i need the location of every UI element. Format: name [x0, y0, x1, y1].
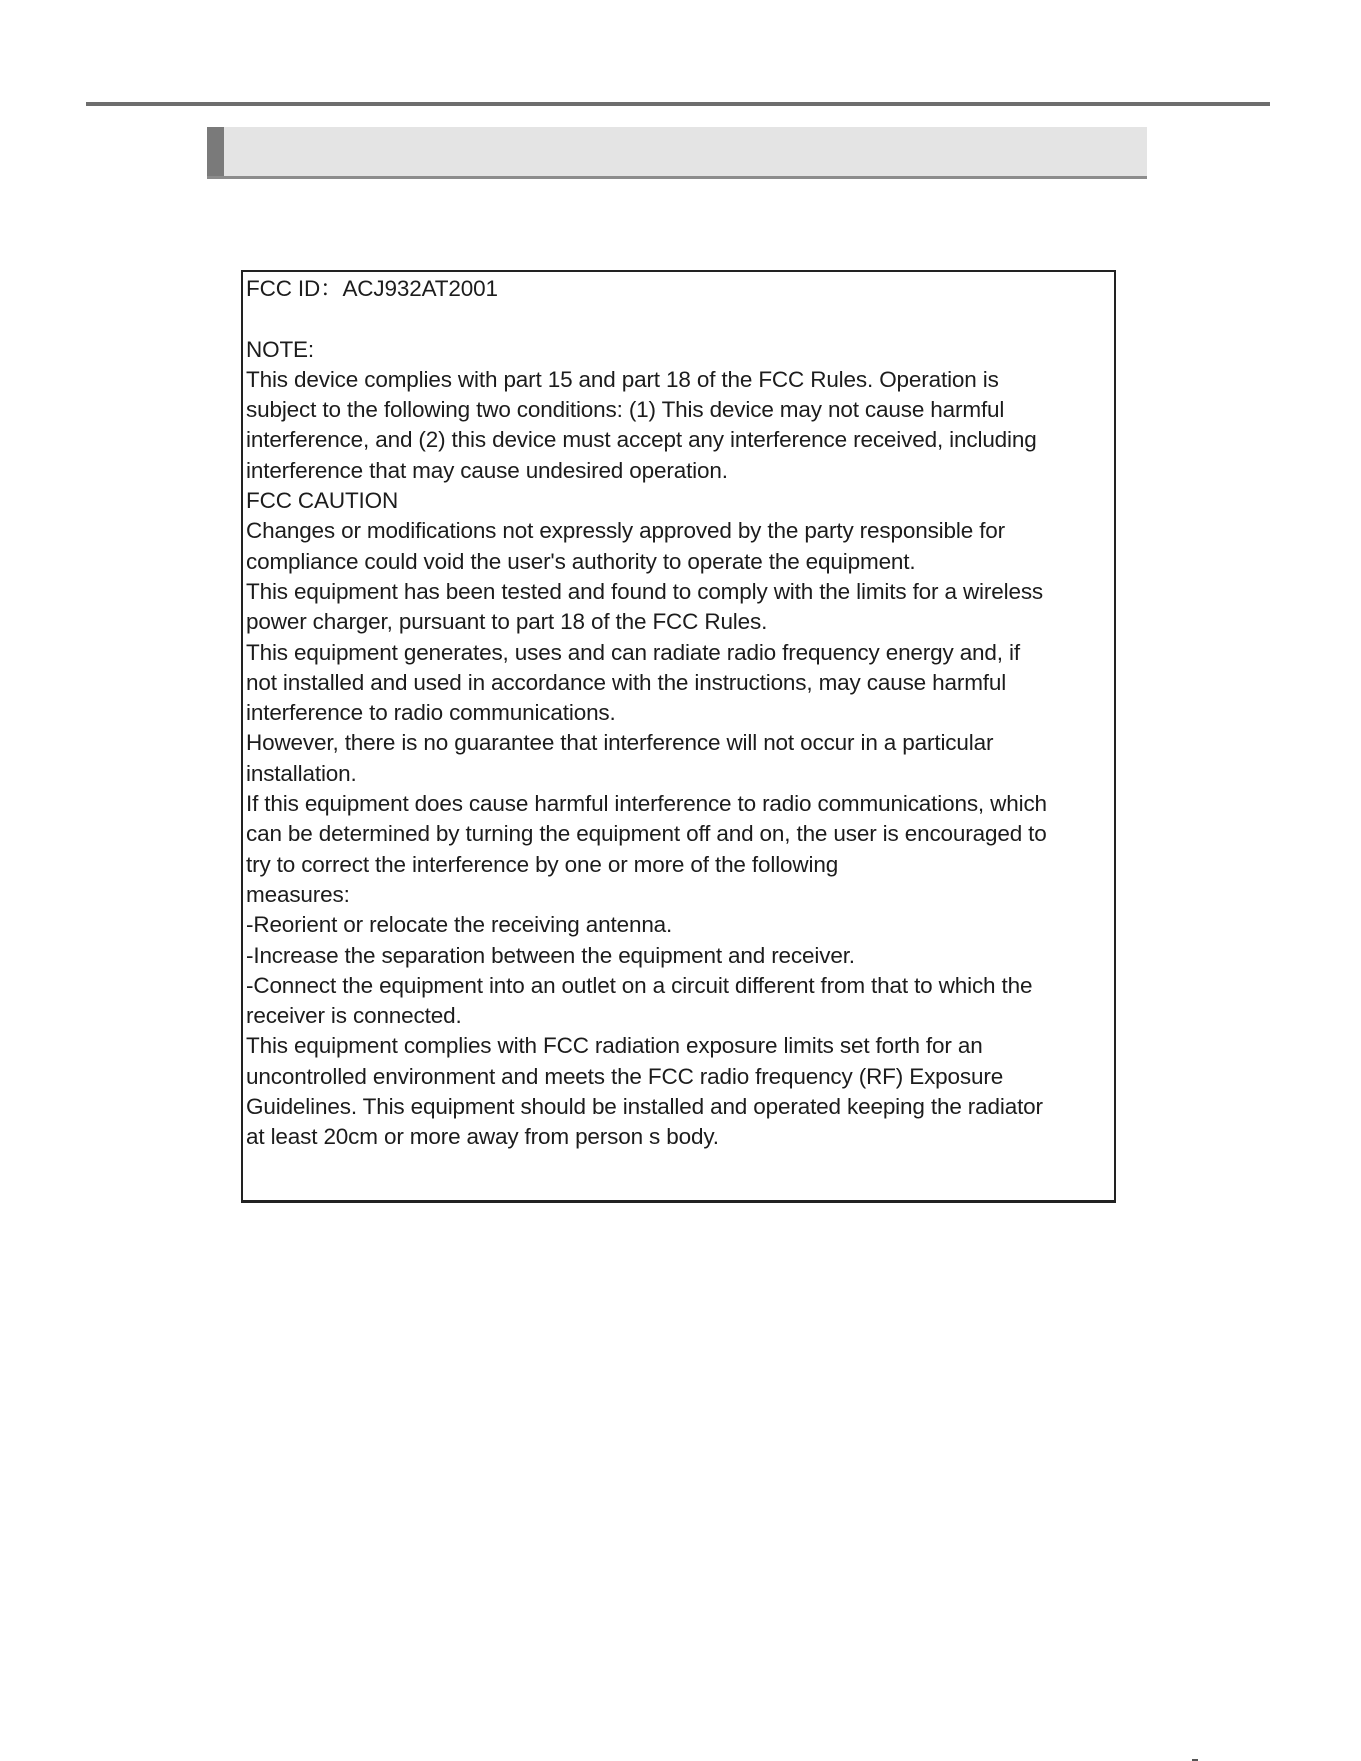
notice-text-line: However, there is no guarantee that interference will not occur in a particular — [246, 730, 994, 756]
notice-text-line: measures: — [246, 881, 350, 907]
notice-text-line: Changes or modifications not expressly approved by the party responsible for — [246, 518, 1006, 544]
notice-text-line: interference to radio communications. — [246, 700, 616, 726]
notice-text-line: uncontrolled environment and meets the FCC radio frequency (RF) Exposure — [246, 1063, 1004, 1089]
blank-line — [246, 304, 1112, 334]
measure-item: -Increase the separation between the equipment and receiver. — [246, 942, 855, 968]
section-heading-bar — [207, 127, 1147, 179]
notice-text-line: at least 20cm or more away from person s body. — [246, 1124, 719, 1150]
notice-text-line: compliance could void the user's authority to operate the equipment. — [246, 548, 916, 574]
notice-text-line: This equipment has been tested and found to comply with the limits for a wireless — [246, 578, 1044, 604]
caution-heading: FCC CAUTION — [246, 488, 399, 514]
notice-text-line: can be determined by turning the equipment off and on, the user is encouraged to — [246, 821, 1047, 847]
notice-text-line: Guidelines. This equipment should be installed and operated keeping the radiator — [246, 1094, 1043, 1120]
measure-item: -Reorient or relocate the receiving antenna. — [246, 912, 673, 938]
notice-text-line: This equipment generates, uses and can radiate radio frequency energy and, if — [246, 639, 1020, 665]
note-heading: NOTE: — [246, 336, 315, 362]
measure-item: receiver is connected. — [246, 1003, 462, 1029]
notice-text-line: If this equipment does cause harmful interference to radio communications, which — [246, 791, 1047, 817]
notice-text-line: interference that may cause undesired operation. — [246, 457, 728, 483]
notice-text-line: try to correct the interference by one or more of the following — [246, 851, 839, 877]
fcc-id-line: FCC ID：ACJ932AT2001 — [246, 276, 498, 301]
notice-text-line: subject to the following two conditions: (1) This device may not cause harmful — [246, 397, 1005, 423]
notice-text-line: power charger, pursuant to part 18 of the FCC Rules. — [246, 609, 768, 635]
fcc-notice-box — [241, 270, 1116, 1203]
section-heading-accent — [207, 127, 224, 176]
notice-text-line: not installed and used in accordance with the instructions, may cause harmful — [246, 669, 1007, 695]
header-rule — [86, 102, 1270, 106]
measure-item: -Connect the equipment into an outlet on a circuit different from that to which the — [246, 972, 1033, 998]
notice-text-line: interference, and (2) this device must accept any interference received, including — [246, 427, 1037, 453]
notice-text-line: This equipment complies with FCC radiation exposure limits set forth for an — [246, 1033, 983, 1059]
notice-text-line: installation. — [246, 760, 357, 786]
notice-text-line: This device complies with part 15 and part 18 of the FCC Rules. Operation is — [246, 366, 999, 392]
